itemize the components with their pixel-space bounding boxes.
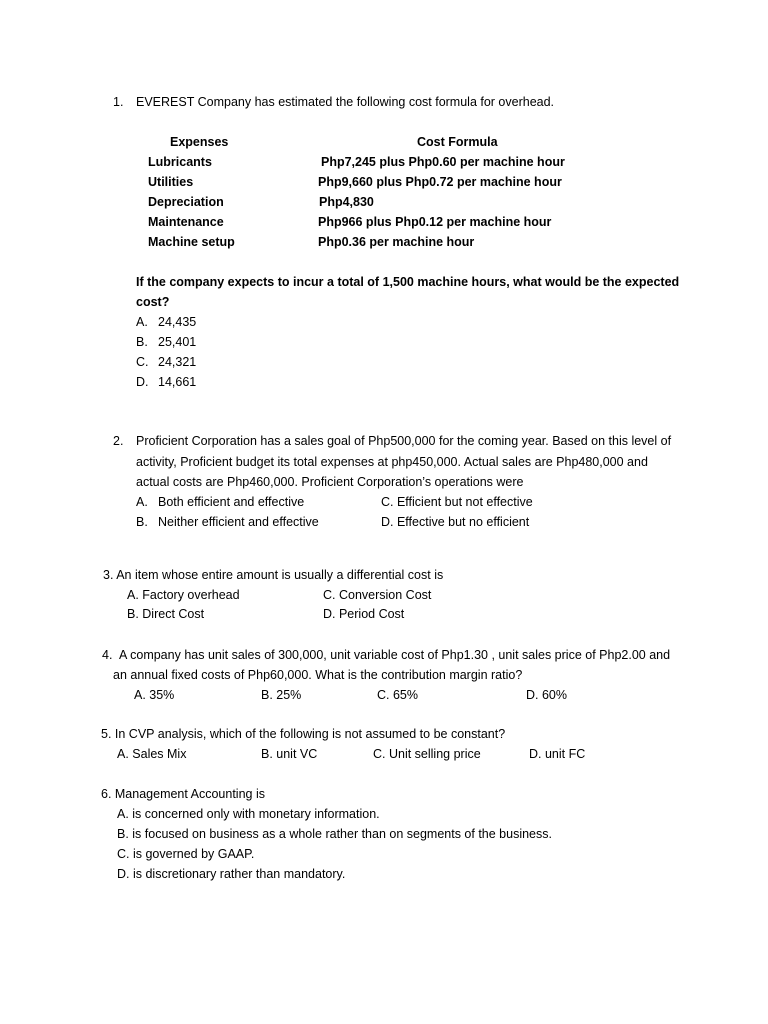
q4-line1: A company has unit sales of 300,000, unit variable cost of Php1.30 , unit sales price of Php2.00 and <box>119 648 671 662</box>
q2-option-a-letter: A. <box>136 495 148 509</box>
q1-stem: EVEREST Company has estimated the following cost formula for overhead. <box>136 95 555 109</box>
q3-stem: 3. An item whose entire amount is usually a differential cost is <box>103 568 444 582</box>
q1-option-c-letter: C. <box>136 355 149 369</box>
q6-option-a: A. is concerned only with monetary information. <box>117 807 380 821</box>
q1-option-d-letter: D. <box>136 375 149 389</box>
q4-option-a: A. 35% <box>134 688 175 702</box>
q3-option-a: A. Factory overhead <box>127 588 240 602</box>
q6-option-d: D. is discretionary rather than mandatory. <box>117 867 346 881</box>
q2-option-d: D. Effective but no efficient <box>381 515 530 529</box>
q1-option-b-letter: B. <box>136 335 148 349</box>
q1-expense-5: Machine setup <box>148 235 235 249</box>
q5-option-b: B. unit VC <box>261 747 318 761</box>
q1-formula-4: Php966 plus Php0.12 per machine hour <box>318 215 552 229</box>
q5-option-c: C. Unit selling price <box>373 747 481 761</box>
q5-option-a: A. Sales Mix <box>117 747 187 761</box>
q4-line2: an annual fixed costs of Php60,000. What is the contribution margin ratio? <box>113 668 523 682</box>
q2-option-c: C. Efficient but not effective <box>381 495 533 509</box>
q4-number: 4. <box>102 648 113 662</box>
q6-stem: 6. Management Accounting is <box>101 787 265 801</box>
q1-formula-1: Php7,245 plus Php0.60 per machine hour <box>321 155 565 169</box>
q1-option-a-letter: A. <box>136 315 148 329</box>
q1-formula-2: Php9,660 plus Php0.72 per machine hour <box>318 175 562 189</box>
q2-option-b: Neither efficient and effective <box>158 515 319 529</box>
q1-formula-3: Php4,830 <box>319 195 374 209</box>
q6-option-b: B. is focused on business as a whole rather than on segments of the business. <box>117 827 552 841</box>
q4-option-d: D. 60% <box>526 688 567 702</box>
q2-line2: activity, Proficient budget its total expenses at php450,000. Actual sales are Php480,000 and <box>136 455 648 469</box>
q1-expense-1: Lubricants <box>148 155 212 169</box>
q2-line3: actual costs are Php460,000. Proficient Corporation’s operations were <box>136 475 524 489</box>
q1-option-b: 25,401 <box>158 335 197 349</box>
q1-col-formula: Cost Formula <box>417 135 498 149</box>
q5-stem: 5. In CVP analysis, which of the following is not assumed to be constant? <box>101 727 506 741</box>
q1-question-line2: cost? <box>136 295 170 309</box>
q1-option-a: 24,435 <box>158 315 197 329</box>
q2-option-a: Both efficient and effective <box>158 495 305 509</box>
q1-option-d: 14,661 <box>158 375 197 389</box>
q3-option-c: C. Conversion Cost <box>323 588 432 602</box>
q2-line1: Proficient Corporation has a sales goal of Php500,000 for the coming year. Based on this level of <box>136 434 672 448</box>
q3-option-b: B. Direct Cost <box>127 607 205 621</box>
q6-option-c: C. is governed by GAAP. <box>117 847 255 861</box>
q4-option-c: C. 65% <box>377 688 418 702</box>
q5-option-d: D. unit FC <box>529 747 586 761</box>
q1-expense-3: Depreciation <box>148 195 224 209</box>
q1-option-c: 24,321 <box>158 355 197 369</box>
q1-number: 1. <box>113 95 124 109</box>
q1-question-line1: If the company expects to incur a total of 1,500 machine hours, what would be the expected <box>136 275 680 289</box>
q1-expense-4: Maintenance <box>148 215 224 229</box>
q2-option-b-letter: B. <box>136 515 148 529</box>
q4-option-b: B. 25% <box>261 688 302 702</box>
q3-option-d: D. Period Cost <box>323 607 405 621</box>
q1-expense-2: Utilities <box>148 175 194 189</box>
q1-formula-5: Php0.36 per machine hour <box>318 235 475 249</box>
q1-col-expenses: Expenses <box>170 135 229 149</box>
q2-number: 2. <box>113 434 124 448</box>
